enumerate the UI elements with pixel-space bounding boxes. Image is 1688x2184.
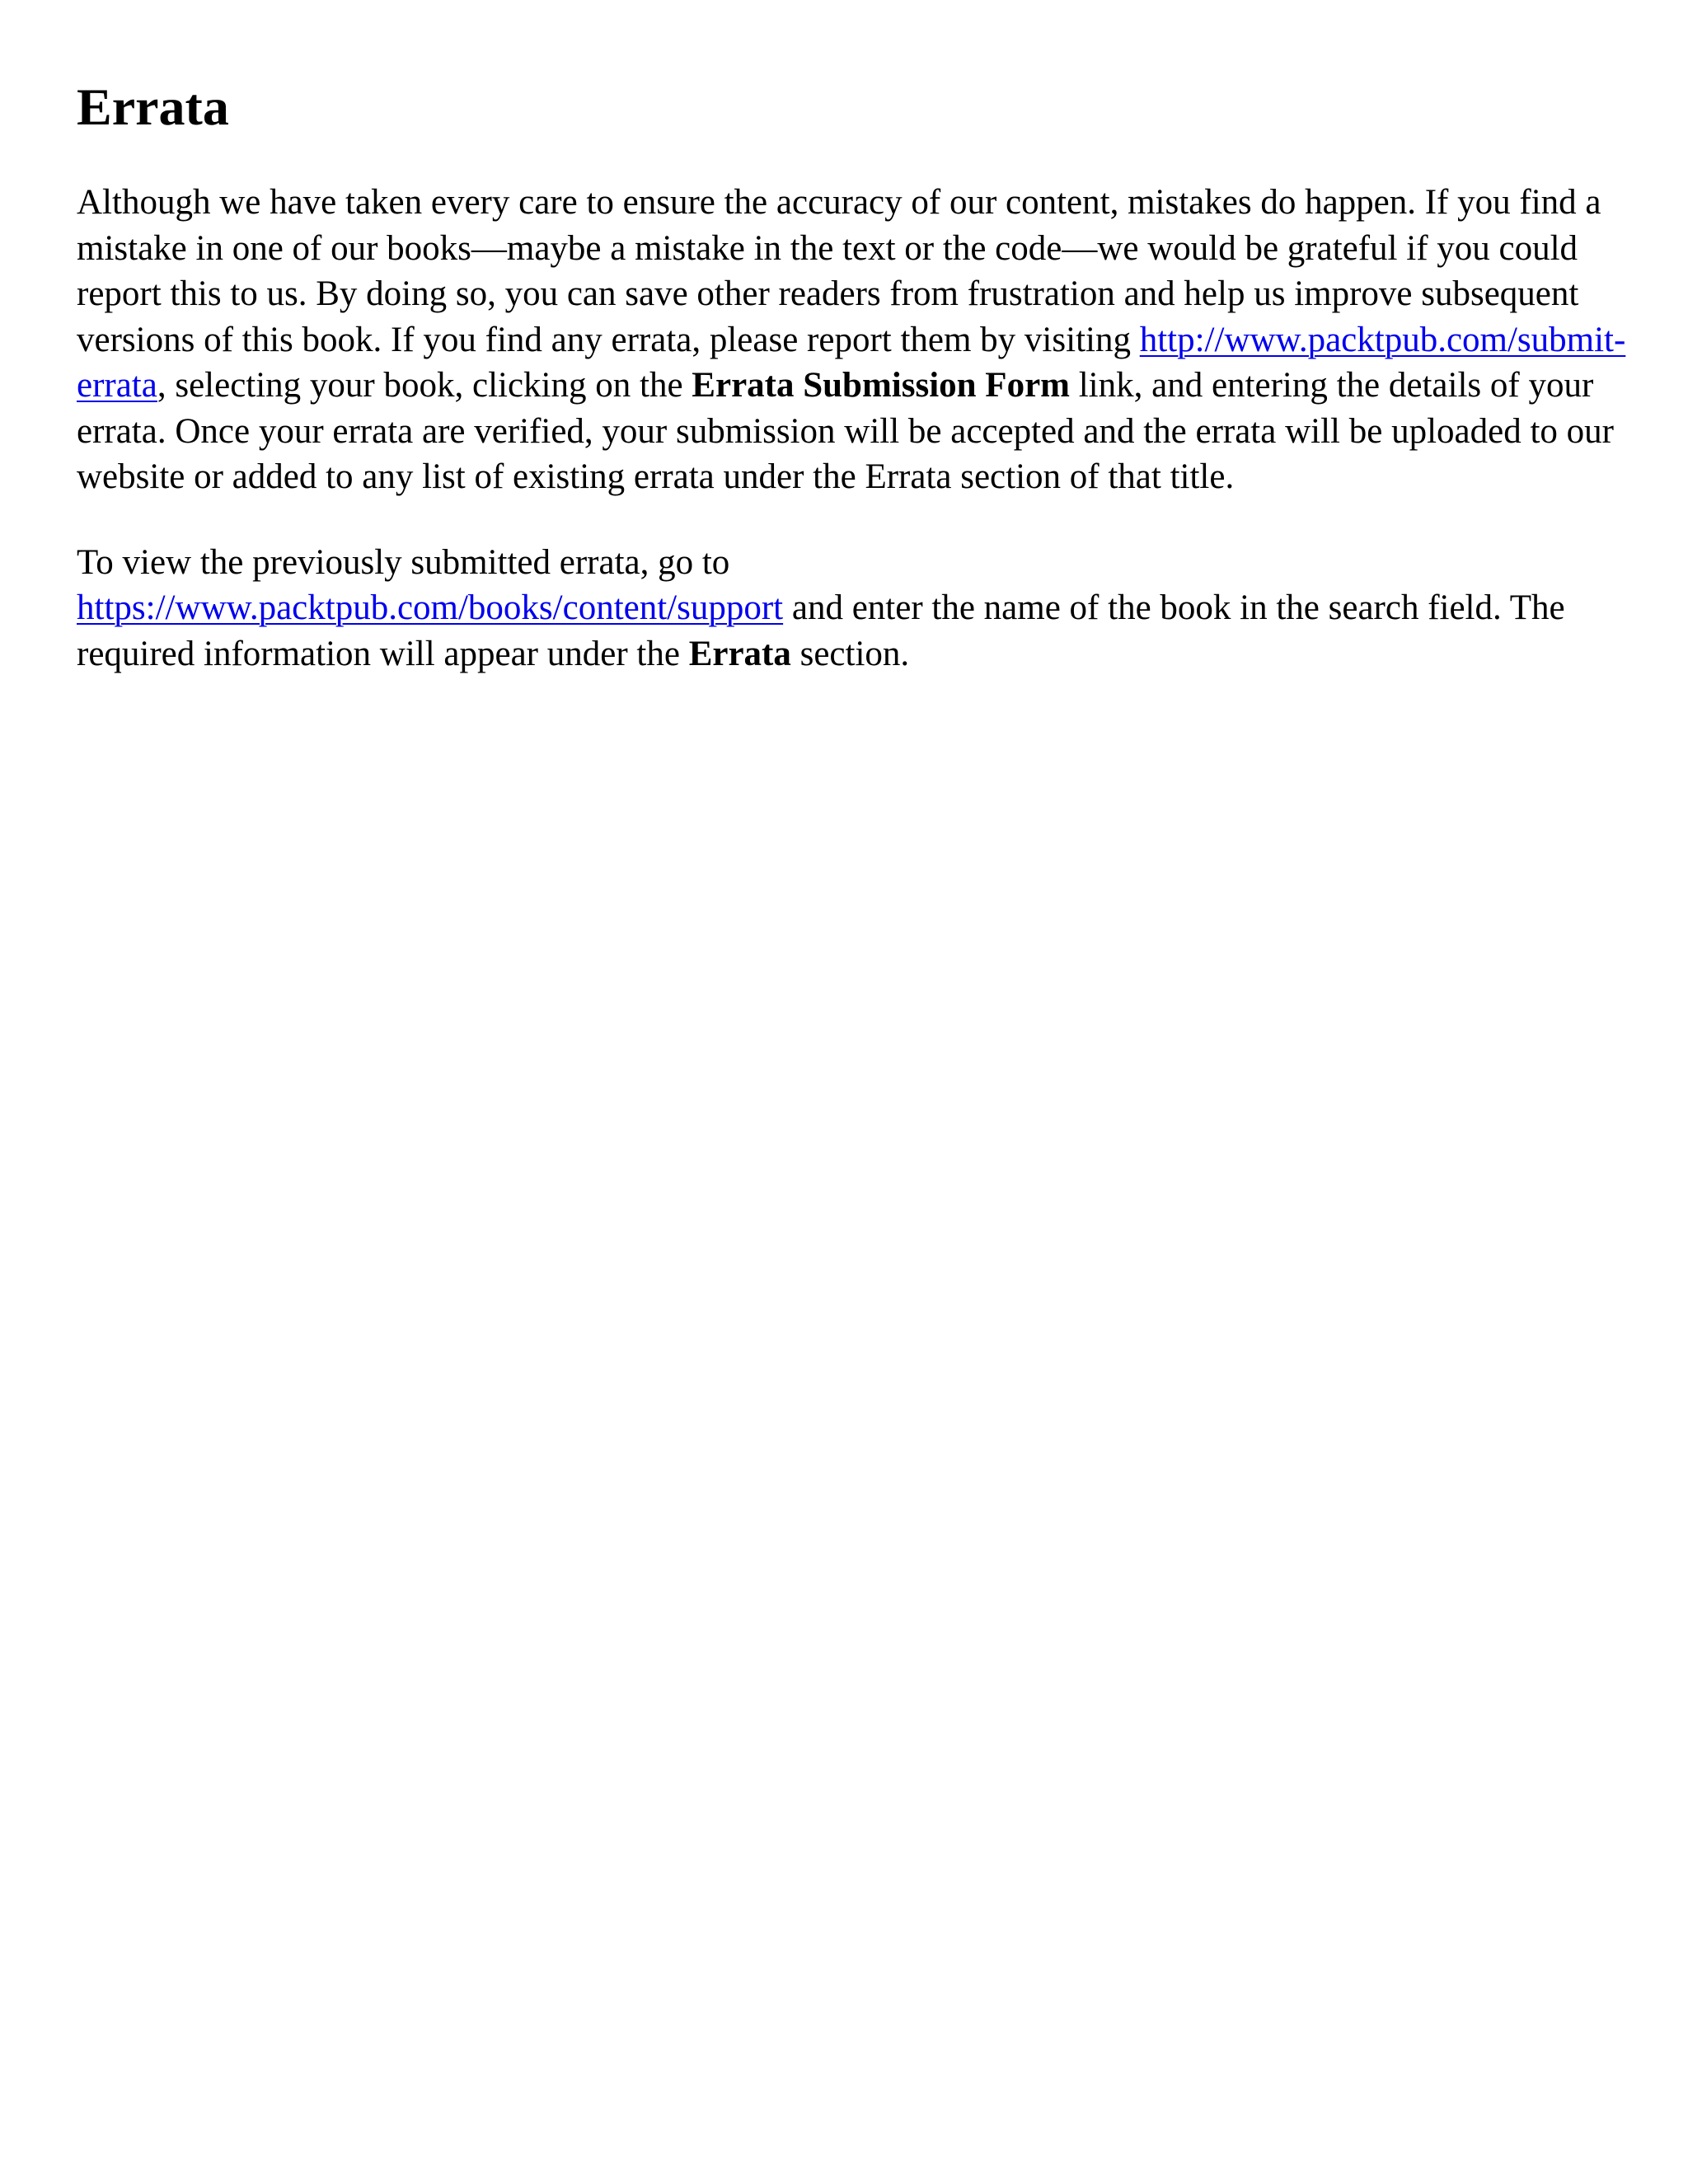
paragraph-text: and enter the name of the book in the search field. The required information will appear under the [77,588,1565,673]
submit-errata-link[interactable]: http://www.packtpub.com/submit-errata [77,320,1626,405]
paragraph-text: To view the previously submitted errata, go to [77,542,730,582]
support-link[interactable]: https://www.packtpub.com/books/content/support [77,588,784,627]
errata-paragraph [77,180,1626,500]
paragraph-text: , selecting your book, clicking on the [157,366,692,405]
paragraph-text: Although we have taken every care to ensure the accuracy of our content, mistakes do happen. If you find a mistake in one of our books—maybe a mistake in the text or the code—we would be grateful if you could report this to us. By doing so, you can save other readers from frustration and help us improve subsequent versions of this book. If you find any errata, please report them by visiting [77,183,1601,359]
errata-submission-form-label: Errata Submission Form [692,366,1070,405]
document-page [77,76,1626,677]
errata-section-label: Errata [688,634,791,673]
view-errata-paragraph [77,540,1626,677]
paragraph-text: section. [790,634,910,673]
paragraph-text: link, and entering the details of your errata. Once your errata are verified, your submission will be accepted and the errata will be uploaded to our website or added to any list of existing errata under the Errata section of that title. [77,366,1614,496]
page-title: Errata [77,77,229,136]
